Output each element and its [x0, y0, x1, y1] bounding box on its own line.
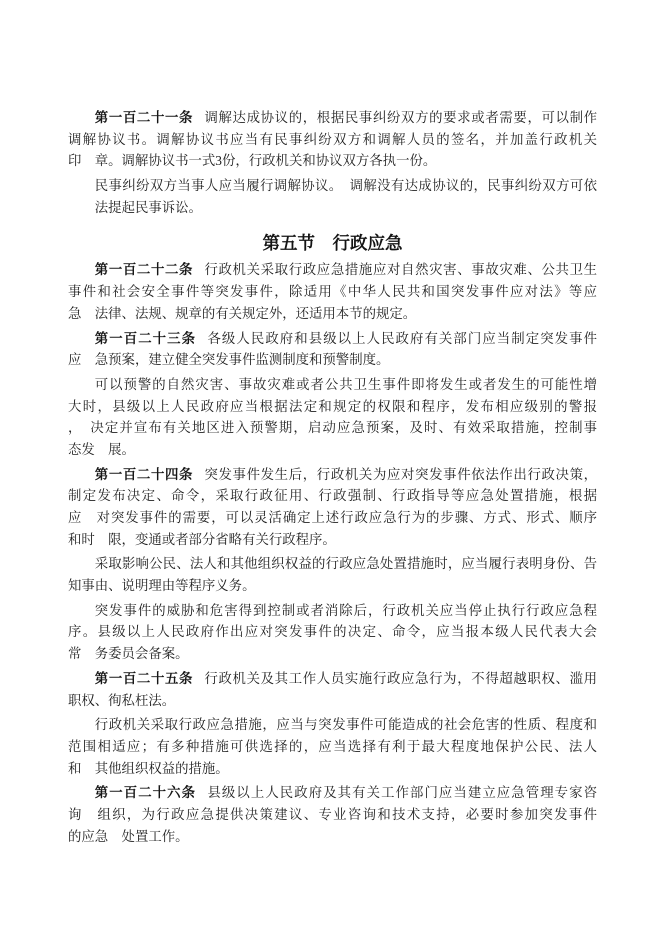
text-line: [68, 303, 597, 325]
text-line: [68, 464, 597, 486]
line-text: 制定发布决定、命令，采取行政征用、行政强制、行政指导等应急处置措施，根据: [68, 488, 597, 504]
article-number: 第一百二十五条: [94, 670, 194, 686]
line-text: 态发 展。: [68, 441, 135, 457]
line-text: 民事纠纷双方当事人应当履行调解协议。 调解没有达成协议的，民事纠纷双方可依: [94, 178, 597, 194]
line-text: 询 组织，为行政应急提供决策建议、专业咨询和技术支持，必要时参加突发事件: [68, 806, 597, 822]
paragraph: [68, 553, 597, 596]
paragraph: [68, 259, 597, 324]
text-line: [68, 690, 597, 712]
text-line: [68, 485, 597, 507]
paragraph: [68, 600, 597, 665]
text-line: [68, 259, 597, 281]
text-line: [68, 349, 597, 371]
text-line: [68, 107, 597, 129]
line-text: ， 决定并宣布有关地区进入预警期，启动应急预案，及时、有效采取措施，控制事: [68, 420, 597, 436]
line-text: 调解达成协议的，根据民事纠纷双方的要求或者需要，可以制作: [204, 110, 597, 125]
line-text: 和时 限，变通或者部分省略有关行政程序。: [68, 531, 336, 547]
text-line: [68, 281, 597, 303]
line-text: 行政机关采取行政应急措施应对自然灾害、事故灾难、公共卫生: [204, 262, 597, 278]
text-line: [68, 150, 597, 172]
line-text: 和 其他组织权益的措施。: [68, 760, 229, 776]
body-block-after: [68, 259, 597, 847]
paragraph: [68, 668, 597, 711]
text-line: [68, 714, 597, 736]
line-text: 应 对突发事件的需要，可以灵活确定上述行政应急行为的步骤、方式、形式、顺序: [68, 510, 597, 525]
line-text: 突发事件发生后，行政机关为应对突发事件依法作出行政决策，: [204, 466, 597, 482]
text-line: [68, 736, 597, 758]
text-line: [68, 643, 597, 665]
line-text: 各级人民政府和县级以上人民政府有关部门应当制定突发事件: [207, 330, 598, 346]
line-text: 大时，县级以上人民政府应当根据法定和规定的权限和程序，发布相应级别的警报: [68, 398, 597, 414]
line-text: 范围相适应；有多种措施可供选择的，应当选择有利于最大程度地保护公民、法人: [68, 738, 597, 754]
line-text: 职权、徇私枉法。: [68, 692, 176, 708]
line-text: 印 章。调解协议书一式3份，行政机关和协议双方各执一份。: [68, 153, 437, 169]
paragraph: [68, 782, 597, 847]
article-number: 第一百二十三条: [94, 330, 197, 346]
text-line: [68, 782, 597, 804]
line-text: 采取影响公民、法人和其他组织权益的行政应急处置措施时，应当履行表明身份、告: [94, 556, 597, 572]
line-text: 突发事件的威胁和危害得到控制或者消除后，行政机关应当停止执行行政应急程: [94, 602, 597, 618]
text-line: [68, 826, 597, 848]
text-line: [68, 197, 597, 219]
text-line: [68, 804, 597, 826]
line-text: 知事由、说明理由等程序义务。: [68, 578, 256, 594]
section-heading: 第五节 行政应急: [262, 233, 403, 254]
text-line: [68, 439, 597, 461]
text-line: [68, 507, 597, 529]
text-line: [68, 621, 597, 643]
line-text: 法提起民事诉讼。: [94, 199, 202, 215]
line-text: 行政机关采取行政应急措施，应当与突发事件可能造成的社会危害的性质、程度和: [94, 717, 597, 733]
text-line: [68, 529, 597, 551]
paragraph: [68, 107, 597, 172]
text-line: [68, 374, 597, 396]
article-number: 第一百二十二条: [94, 262, 194, 278]
paragraph: [68, 714, 597, 779]
line-text: 序。县级以上人民政府作出应对突发事件的决定、命令，应当报本级人民代表大会: [68, 624, 597, 640]
line-text: 调解协议书。调解协议书应当有民事纠纷双方和调解人员的签名，并加盖行政机关: [68, 131, 597, 147]
article-number: 第一百二十一条: [94, 110, 194, 125]
line-text: 的应急 处置工作。: [68, 828, 189, 844]
body-block-before: [68, 107, 597, 218]
line-text: 县级以上人民政府及其有关工作部门应当建立应急管理专家咨: [207, 785, 598, 801]
line-text: 可以预警的自然灾害、事故灾难或者公共卫生事件即将发生或者发生的可能性增: [94, 376, 597, 392]
paragraph: [68, 464, 597, 551]
text-line: [68, 553, 597, 575]
text-line: [68, 328, 597, 350]
text-line: [68, 175, 597, 197]
paragraph: [68, 374, 597, 461]
line-text: 急 法律、法规、规章的有关规定外，还适用本节的规定。: [68, 305, 417, 321]
article-number: 第一百二十四条: [94, 466, 194, 482]
paragraph: [68, 328, 597, 371]
article-number: 第一百二十六条: [94, 785, 197, 801]
text-line: [68, 758, 597, 780]
text-line: [68, 417, 597, 439]
line-text: 应 急预案，建立健全突发事件监测制度和预警制度。: [68, 352, 390, 368]
line-text: 行政机关及其工作人员实施行政应急行为，不得超越职权、滥用: [204, 670, 597, 686]
text-line: [68, 668, 597, 690]
line-text: 事件和社会安全事件等突发事件，除适用《中华人民共和国突发事件应对法》等应: [68, 284, 597, 300]
paragraph: [68, 175, 597, 218]
line-text: 常 务委员会备案。: [68, 646, 189, 662]
text-line: [68, 600, 597, 622]
text-line: [68, 396, 597, 418]
text-line: [68, 575, 597, 597]
text-line: [68, 129, 597, 151]
